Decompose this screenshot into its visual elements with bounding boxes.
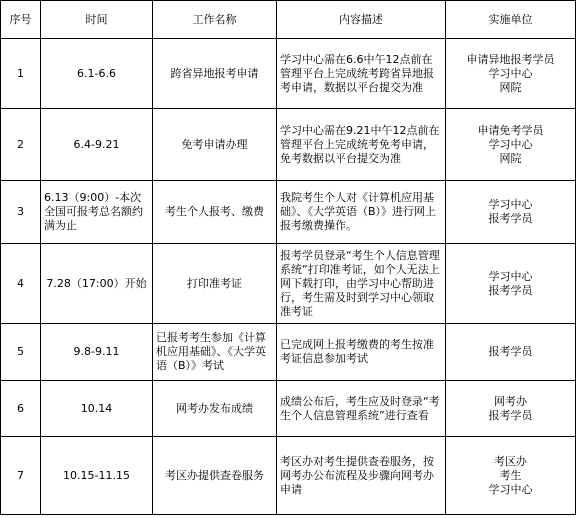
table-row (1, 437, 576, 515)
row-task-name: 网考办发布成绩 (153, 381, 277, 437)
row-time: 10.14 (41, 381, 153, 437)
row-task-name: 考区办提供查卷服务 (153, 437, 277, 515)
row-time: 7.28（17:00）开始 (41, 244, 153, 324)
row-task-name: 考生个人报考、缴费 (153, 181, 277, 244)
row-number: 3 (1, 181, 41, 244)
table-row (1, 181, 576, 244)
row-time: 6.1-6.6 (41, 39, 153, 109)
table-row (1, 39, 576, 109)
row-unit: 学习中心 报考学员 (446, 244, 576, 324)
row-task-name: 跨省异地报考申请 (153, 39, 277, 109)
row-number: 6 (1, 381, 41, 437)
header-task-name: 工作名称 (153, 1, 277, 39)
row-unit: 申请异地报考学员 学习中心 网院 (446, 39, 576, 109)
row-time: 6.4-9.21 (41, 109, 153, 181)
row-number: 7 (1, 437, 41, 515)
row-task-name: 免考申请办理 (153, 109, 277, 181)
row-time: 6.13（9:00）-本次全国可报考总名额约满为止 (41, 181, 153, 244)
row-number: 5 (1, 324, 41, 381)
row-description: 考区办对考生提供查卷服务，按网考办公布流程及步骤向网考办申请 (277, 437, 446, 515)
table-row (1, 324, 576, 381)
table-row (1, 109, 576, 181)
row-task-name: 已报考考生参加《计算机应用基础》、《大学英语（B）》考试 (153, 324, 277, 381)
row-description: 报考学员登录“考生个人信息管理系统”打印准考证，如个人无法上网下载打印，由学习中心帮助进行，考生需及时到学习中心领取准考证 (277, 244, 446, 324)
row-time: 10.15-11.15 (41, 437, 153, 515)
header-description: 内容描述 (277, 1, 446, 39)
row-task-name: 打印准考证 (153, 244, 277, 324)
row-number: 4 (1, 244, 41, 324)
row-unit: 网考办 报考学员 (446, 381, 576, 437)
table-row (1, 381, 576, 437)
header-time: 时间 (41, 1, 153, 39)
header-unit: 实施单位 (446, 1, 576, 39)
row-unit: 报考学员 (446, 324, 576, 381)
row-unit: 考区办 考生 学习中心 (446, 437, 576, 515)
row-description: 学习中心需在9.21中午12点前在管理平台上完成统考免考申请，免考数据以平台提交为准 (277, 109, 446, 181)
row-description: 学习中心需在6.6中午12点前在管理平台上完成统考跨省异地报考申请，数据以平台提交为准 (277, 39, 446, 109)
row-description: 成绩公布后，考生应及时登录“考生个人信息管理系统”进行查看 (277, 381, 446, 437)
table-row (1, 244, 576, 324)
row-number: 2 (1, 109, 41, 181)
row-description: 我院考生个人对《计算机应用基础》、《大学英语（B）》进行网上报考缴费操作。 (277, 181, 446, 244)
row-number: 1 (1, 39, 41, 109)
row-unit: 学习中心 报考学员 (446, 181, 576, 244)
row-time: 9.8-9.11 (41, 324, 153, 381)
table-header-row (1, 1, 576, 39)
row-description: 已完成网上报考缴费的考生按准考证信息参加考试 (277, 324, 446, 381)
header-number: 序号 (1, 1, 41, 39)
row-unit: 申请免考学员 学习中心 网院 (446, 109, 576, 181)
